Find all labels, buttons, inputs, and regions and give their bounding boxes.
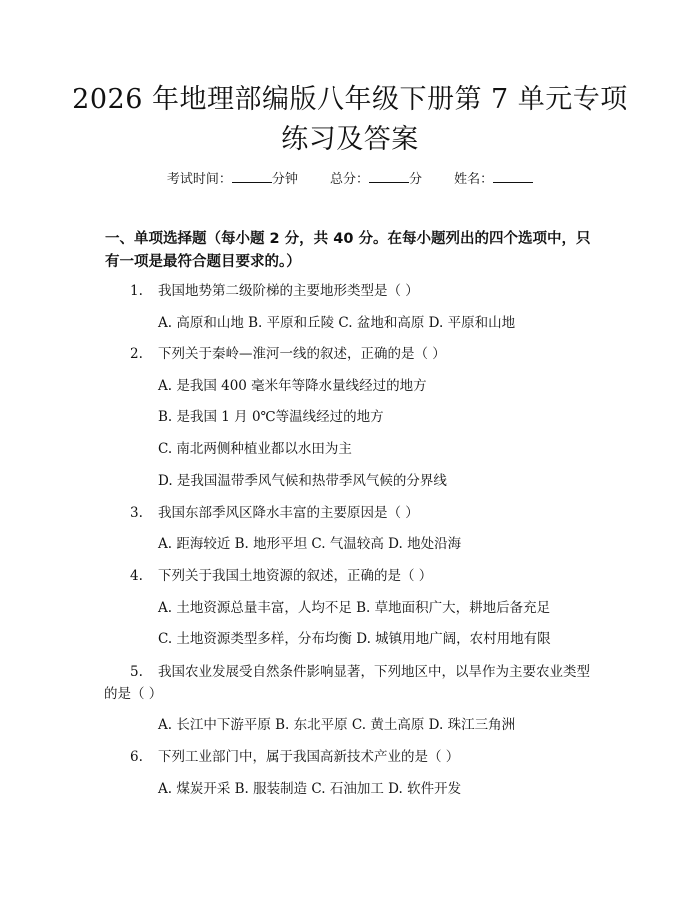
- student-name: [454, 172, 533, 187]
- score-blank[interactable]: [369, 170, 409, 183]
- question-1: [130, 280, 419, 302]
- score-label: 总分：: [329, 172, 369, 187]
- question-2-option-d[interactable]: D. 是我国温带季风气候和热带季风气候的分界线: [158, 473, 447, 489]
- question-text: 下列关于我国土地资源的叙述，正确的是（ ）: [158, 568, 433, 584]
- time-unit: 分钟: [271, 172, 298, 187]
- question-number: 4.: [130, 568, 143, 584]
- title-line-2: 练习及答案: [281, 124, 419, 155]
- question-5-continued: 的是（ ）: [104, 686, 163, 702]
- time-blank[interactable]: [232, 170, 272, 183]
- question-number: 2.: [130, 346, 143, 362]
- score-unit: 分: [409, 172, 423, 187]
- question-text: 下列关于秦岭—淮河一线的叙述，正确的是（ ）: [158, 346, 446, 362]
- name-label: 姓名：: [454, 172, 494, 187]
- exam-score: [330, 172, 422, 187]
- question-1-options[interactable]: A. 高原和山地 B. 平原和丘陵 C. 盆地和高原 D. 平原和山地: [158, 315, 516, 331]
- question-2-option-a[interactable]: A. 是我国 400 毫米年等降水量线经过的地方: [158, 378, 427, 394]
- exam-title: [60, 80, 640, 160]
- question-6: [130, 746, 459, 768]
- question-text: 我国农业发展受自然条件影响显著，下列地区中，以旱作为主要农业类型: [158, 664, 590, 680]
- question-4-options-cd[interactable]: C. 土地资源类型多样，分布均衡 D. 城镇用地广阔，农村用地有限: [158, 631, 551, 647]
- time-label: 考试时间：: [166, 172, 232, 187]
- question-text: 我国东部季风区降水丰富的主要原因是（ ）: [158, 505, 419, 521]
- name-blank[interactable]: [493, 170, 533, 183]
- question-2-option-c[interactable]: C. 南北两侧种植业都以水田为主: [158, 441, 352, 457]
- section-heading: 一、单项选择题（每小题 2 分，共 40 分。在每小题列出的四个选项中，只有一项是最符合题目要求的。）: [105, 231, 591, 270]
- question-5: [130, 661, 590, 683]
- question-3: [130, 502, 419, 524]
- question-5-options[interactable]: A. 长江中下游平原 B. 东北平原 C. 黄土高原 D. 珠江三角洲: [158, 717, 516, 733]
- question-3-options[interactable]: A. 距海较近 B. 地形平坦 C. 气温较高 D. 地处沿海: [158, 536, 462, 552]
- question-text: 我国地势第二级阶梯的主要地形类型是（ ）: [158, 283, 419, 299]
- exam-meta: [0, 168, 700, 187]
- exam-time: [167, 172, 298, 187]
- question-number: 6.: [130, 749, 143, 765]
- question-number: 1.: [130, 283, 143, 299]
- question-2-option-b[interactable]: B. 是我国 1 月 0℃等温线经过的地方: [158, 409, 384, 425]
- question-4: [130, 565, 432, 587]
- question-6-options[interactable]: A. 煤炭开采 B. 服装制造 C. 石油加工 D. 软件开发: [158, 781, 462, 797]
- question-number: 3.: [130, 505, 143, 521]
- title-line-1: 2026 年地理部编版八年级下册第 7 单元专项: [72, 84, 628, 115]
- question-text: 下列工业部门中，属于我国高新技术产业的是（ ）: [158, 749, 460, 765]
- question-number: 5.: [130, 664, 143, 680]
- question-4-options-ab[interactable]: A. 土地资源总量丰富，人均不足 B. 草地面积广大，耕地后备充足: [158, 600, 551, 616]
- question-2: [130, 343, 446, 365]
